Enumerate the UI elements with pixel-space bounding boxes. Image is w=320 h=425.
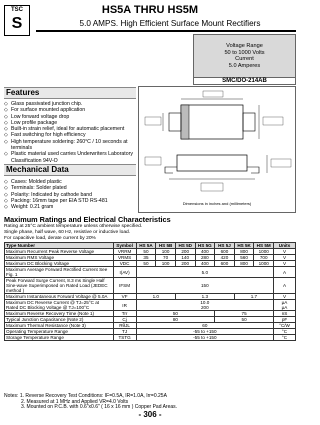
package-outline-drawing [139,87,295,212]
spec-line: 5.0 Amperes [228,62,261,69]
param-name: Maximum RMS Voltage [5,255,114,261]
mechanical-heading: Mechanical Data [6,165,69,174]
value-cell: -55 to +150 [136,335,273,341]
condition-line: For capacitive load, derate current by 20% [4,235,96,241]
logo-glyph: S [11,15,23,32]
param-name: Maximum Instantaneous Forward Voltage @ 5.0A [5,294,114,300]
value-cell: 600 [215,261,235,267]
value-cell: 600 [215,249,235,255]
ratings-table [4,242,296,341]
list-item: ◇ Packing: 16mm tape per EIA STD RS-481 [4,198,136,204]
unit-cell: °C [274,329,296,335]
ratings-conditions [4,224,296,241]
param-symbol: IFSM [113,278,136,294]
value-cell: 35 [136,255,156,261]
value-cell: 5.0 [136,267,273,278]
list-item: ◇ Weight: 0.21 gram [4,204,136,210]
param-symbol: Cj [113,317,136,323]
value-cell: 800 [234,261,254,267]
param-name: Maximum Thermal Resistance (Note 3) [5,323,114,329]
value-cell: 50 [215,317,274,323]
table-row [5,267,296,278]
spec-box [193,34,296,78]
column-header: HS 5B [156,243,176,249]
param-name: Maximum DC Blocking Voltage [5,261,114,267]
value-cell: 1000 [254,261,274,267]
value-cell: 100 [156,249,176,255]
value-cell: 80 [136,317,215,323]
spec-line: 50 to 1000 Volts [224,49,265,56]
value-cell: 1.0 [136,294,175,300]
column-header: Symbol [113,243,136,249]
param-name: Maximum Average Forward Rectified Current See Fig. 1 [5,267,114,278]
value-cell: -55 to +150 [136,329,273,335]
column-header: HS 5A [136,243,156,249]
value-cell: 280 [195,255,215,261]
mechanical-section [4,164,136,210]
value-cell: 140 [175,255,195,261]
param-symbol: RθJL [113,323,136,329]
value-cell: 1.3 [175,294,234,300]
spec-line: Voltage Range [226,43,263,49]
features-list [4,101,136,164]
package-drawing [138,86,296,213]
unit-cell: A [274,267,296,278]
param-symbol: TJ [113,329,136,335]
param-symbol: VF [113,294,136,300]
value-cell: 75 [215,311,274,317]
value-cell: 700 [254,255,274,261]
list-item: ◇ Glass passivated junction chip. [4,101,136,107]
column-header: Type Number [5,243,114,249]
unit-cell: µA µA [274,300,296,311]
value-cell: 560 [234,255,254,261]
unit-cell: A [274,278,296,294]
note-line: 3. Mounted on P.C.B. with 0.6"x0.6" ( 16 x 16 mm ) Copper Pad Areas. [21,404,178,411]
unit-cell: V [274,261,296,267]
drawing-caption: Dimensions in inches and (millimeters) [182,201,252,206]
list-item: ◇ Low profile package [4,120,136,126]
value-cell: 50 [136,261,156,267]
mechanical-list [4,179,136,210]
value-cell: 400 [195,249,215,255]
notes [4,394,296,411]
condition-line: Single phase, half wave, 60 Hz, resistive or inductive load. [4,229,131,235]
page-number: - 306 - [138,410,162,419]
param-symbol: VRRM [113,249,136,255]
page-title [0,3,300,17]
param-name: Maximum DC Reverse Current @ TJ=25°C at Rated DC Blocking Voltage @ TJ=100°C [5,300,114,311]
unit-cell: °C [274,335,296,341]
param-symbol: I(AV) [113,267,136,278]
value-cell: 400 [195,261,215,267]
note-line: Notes: 1. Reverse Recovery Test Conditions: IF=0.5A, IR=1.0A, Irr=0.25A [4,393,167,399]
title-rule [36,30,296,32]
value-cell: 50 [136,249,156,255]
list-item: ◇ Plastic material used carries Underwriters Laboratory Classification 94V-O [4,151,136,164]
column-header: HS 5M [254,243,274,249]
param-symbol: IR [113,300,136,311]
param-symbol: Trr [113,311,136,317]
value-cell: 200 [175,261,195,267]
value-cell: 70 [156,255,176,261]
unit-cell: pF [274,317,296,323]
logo-text: TSC [11,7,23,13]
param-symbol: VDC [113,261,136,267]
column-header: Units [274,243,296,249]
value-cell: 1.7 [234,294,273,300]
page-subtitle: 5.0 AMPS. High Efficient Surface Mount Rectifiers [79,19,261,28]
mechanical-heading-bar [4,164,136,176]
spec-line: Current [235,56,254,63]
unit-cell: V [274,255,296,261]
value-cell: 50 [136,311,215,317]
list-item: ◇ Low forward voltage drop [4,114,136,120]
value-cell: 420 [215,255,235,261]
ratings-heading: Maximum Ratings and Electrical Characteristics [4,215,171,224]
param-name: Peak Forward Surge Current, 8.3 ms Single Half Sine-wave Superimposed on Rated Load (JEDEC method ) [5,278,114,294]
features-heading: Features [6,88,40,97]
list-item: ◇ Polarity: Indicated by cathode band [4,192,136,198]
param-name: Maximum Recurrent Peak Reverse Voltage [5,249,114,255]
list-item: ◇ Built-in strain relief, ideal for automatic placement [4,126,136,132]
list-item: ◇ Fast switching for high efficiency [4,132,136,138]
table-row [5,278,296,294]
value-cell: 200 [175,249,195,255]
package-label: SMC/DO-214AB [193,78,296,85]
value-cell: 1000 [254,249,274,255]
unit-cell: °C/W [274,323,296,329]
table-row [5,300,296,311]
column-header: HS 5J [215,243,235,249]
title-thru: THRU [133,4,165,16]
unit-cell: V [274,294,296,300]
list-item: ◇ Cases: Molded plastic [4,179,136,185]
note-line: 2. Measured at 1 MHz and Applied VR=4.0 Volts [21,398,129,405]
value-cell: 800 [234,249,254,255]
value-cell: 60 [136,323,273,329]
unit-cell: nS [274,311,296,317]
features-heading-bar [4,87,136,99]
unit-cell: V [274,249,296,255]
param-symbol: TSTG [113,335,136,341]
condition-line: Rating at 25°C ambient temperature unless otherwise specified. [4,224,143,229]
param-name: Operating Temperature Range [5,329,114,335]
part-from: HS5A [101,4,131,16]
list-item: ◇ High temperature soldering: 260°C / 10 seconds at terminals [4,139,136,152]
part-to: HS5M [167,4,199,16]
param-name: Typical Junction Capacitance (Note 2) [5,317,114,323]
table-row [5,335,296,341]
column-header: HS 5K [234,243,254,249]
list-item: ◇ Terminals: Solder plated [4,185,136,191]
param-name: Storage Temperature Range [5,335,114,341]
param-name: Maximum Reverse Recovery Time (Note 1) [5,311,114,317]
features-section [4,87,136,164]
list-item: ◇ For surface mounted application [4,107,136,113]
value-cell: 150 [136,278,273,294]
value-cell: 100 [156,261,176,267]
column-header: HS 5D [175,243,195,249]
value-cell: 10.0 200 [136,300,273,311]
column-header: HS 5G [195,243,215,249]
param-symbol: VRMS [113,255,136,261]
